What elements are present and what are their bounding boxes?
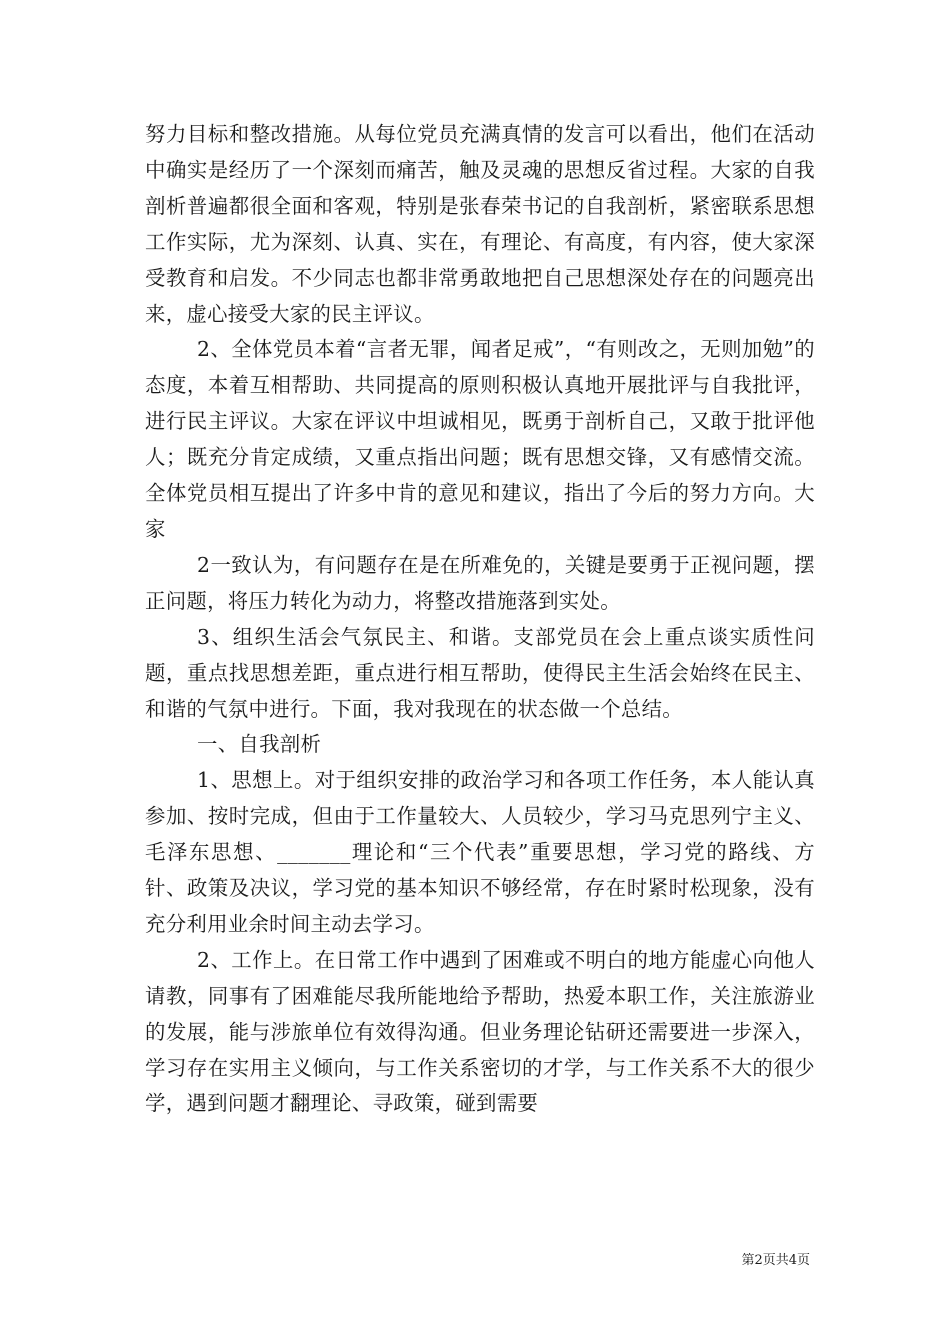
section-heading-self-analysis: 一、自我剖析 [197,732,322,757]
paragraph-point-3: 3、组织生活会气氛民主、和谐。支部党员在会上重点谈实质性问题，重点找思想差距，重点进行相互帮助，使得民主生活会始终在民主、和谐的气氛中进行。下面，我对我现在的状态做一个总结。 [145,624,815,721]
paragraph-ideology: 1、思想上。对于组织安排的政治学习和各项工作任务，本人能认真参加、按时完成，但由于工作量较大、人员较少，学习马克思列宁主义、毛泽东思想、_______理论和“三个代表”重要思想，学习党的路线、方针、政策及决议，学习党的基本知识不够经常，存在时紧时松现象，没有充分利用业余时间主动去学习。 [145,768,815,936]
page-number-footer: 第2页共4页 [741,1253,810,1268]
paragraph-continuation: 努力目标和整改措施。从每位党员充满真情的发言可以看出，他们在活动中确实是经历了一个深刻而痛苦，触及灵魂的思想反省过程。大家的自我剖析普遍都很全面和客观，特别是张春荣书记的自我剖析，紧密联系思想工作实际，尤为深刻、认真、实在，有理论、有高度，有内容，使大家深受教育和启发。不少同志也都非常勇敢地把自己思想深处存在的问题亮出来，虚心接受大家的民主评议。 [145,122,815,326]
paragraph-consensus: 2一致认为，有问题存在是在所难免的，关键是要勇于正视问题，摆正问题，将压力转化为动力，将整改措施落到实处。 [145,552,815,613]
paragraph-work: 2、工作上。在日常工作中遇到了困难或不明白的地方能虚心向他人请教，同事有了困难能尽我所能地给予帮助，热爱本职工作，关注旅游业的发展，能与涉旅单位有效得沟通。但业务理论钻研还需要进一步深入，学习存在实用主义倾向，与工作关系密切的才学，与工作关系不大的很少学，遇到问题才翻理论、寻政策，碰到需要 [145,947,815,1116]
document-body [145,117,815,1122]
paragraph-point-2: 2、全体党员本着“言者无罪，闻者足戒”，“有则改之，无则加勉”的态度，本着互相帮助、共同提高的原则积极认真地开展批评与自我批评，进行民主评议。大家在评议中坦诚相见，既勇于剖析自己，又敢于批评他人；既充分肯定成绩，又重点指出问题；既有思想交锋，又有感情交流。全体党员相互提出了许多中肯的意见和建议，指出了今后的努力方向。大家 [145,337,815,541]
